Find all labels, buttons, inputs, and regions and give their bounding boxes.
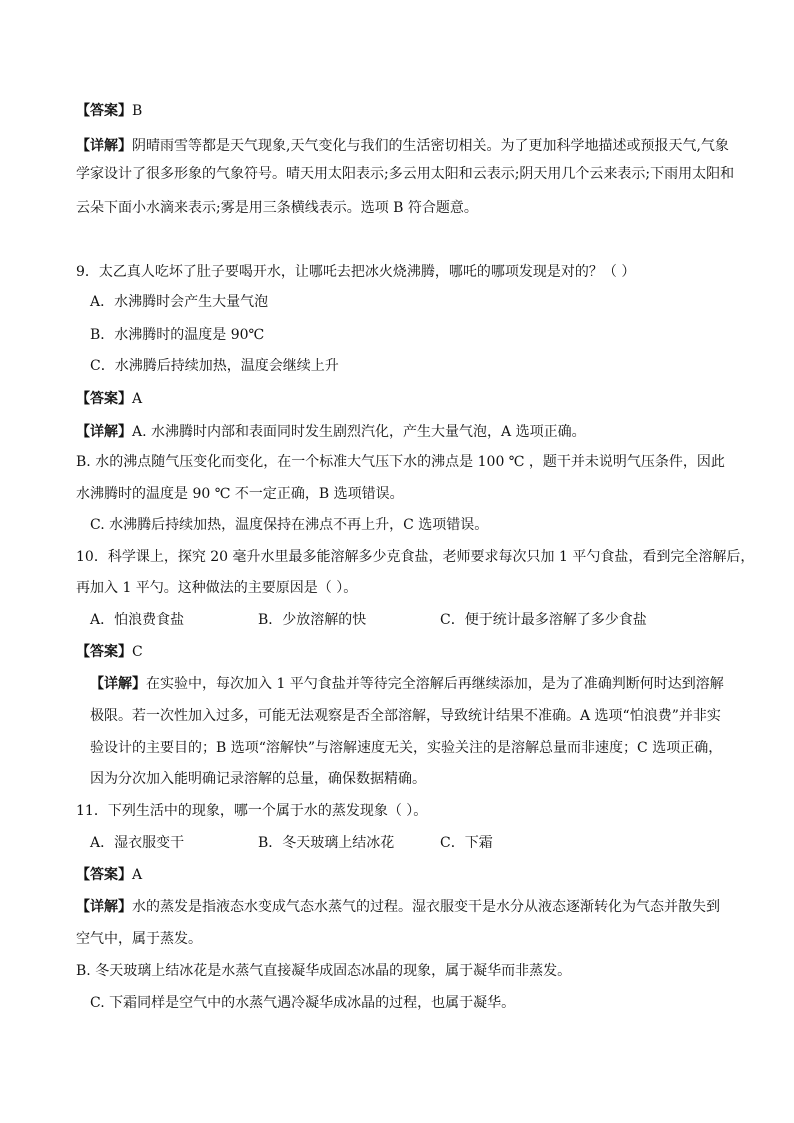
answer-line-10 (76, 642, 143, 662)
detail-label: 【详解】 (76, 424, 132, 440)
detail-label: 【详解】 (76, 138, 132, 154)
detail-label: 【详解】 (90, 676, 146, 692)
detail-line: C. 下霜同样是空气中的水蒸气遇冷凝华成冰晶的过程，也属于凝华。 (90, 995, 516, 1011)
detail-text: 阴晴雨雪等都是天气现象,天气变化与我们的生活密切相关。为了更加科学地描述或预报天气,气象 (132, 138, 729, 154)
detail-line (76, 897, 720, 917)
answer-value: A (132, 391, 143, 407)
detail-line: B. 冬天玻璃上结冰花是水蒸气直接凝华成固态冰晶的现象，属于凝华而非蒸发。 (76, 963, 572, 979)
detail-line: C. 水沸腾后持续加热，温度保持在沸点不再上升，C 选项错误。 (90, 517, 489, 533)
option-b: B．水沸腾时的温度是 90℃ (90, 327, 265, 343)
answer-value: B (132, 103, 143, 119)
detail-line: 学家设计了很多形象的气象符号。晴天用太阳表示;多云用太阳和云表示;阴天用几个云来表示;下雨用太阳和 (76, 166, 735, 182)
option-a: A．怕浪费食盐 (90, 612, 185, 628)
detail-text: A. 水沸腾时内部和表面同时发生剧烈汽化，产生大量气泡，A 选项正确。 (132, 424, 586, 440)
option-c: C．便于统计最多溶解了多少食盐 (440, 612, 647, 628)
option-c: C．下霜 (440, 835, 493, 851)
detail-label: 【详解】 (76, 899, 132, 915)
detail-line: 云朵下面小水滴来表示;雾是用三条横线表示。选项 B 符合题意。 (76, 200, 478, 216)
detail-line: 水沸腾时的温度是 90 ℃ 不一定正确，B 选项错误。 (76, 486, 404, 502)
option-a: A．水沸腾时会产生大量气泡 (90, 294, 269, 310)
detail-line (76, 422, 586, 442)
detail-text: 水的蒸发是指液态水变成气态水蒸气的过程。湿衣服变干是水分从液态逐渐转化为气态并散失到 (132, 899, 720, 915)
detail-line: 极限。若一次性加入过多，可能无法观察是否全部溶解，导致统计结果不准确。A 选项“怕浪费”并非实 (90, 708, 721, 724)
detail-line: 因为分次加入能明确记录溶解的总量，确保数据精确。 (90, 771, 426, 787)
answer-value: C (132, 644, 143, 660)
detail-line: 验设计的主要目的；B 选项“溶解快”与溶解速度无关，实验关注的是溶解总量而非速度；C 选项正确， (90, 740, 723, 756)
option-c: C．水沸腾后持续加热，温度会继续上升 (90, 358, 339, 374)
answer-label: 【答案】 (76, 867, 132, 883)
answer-label: 【答案】 (76, 644, 132, 660)
answer-line-11 (76, 865, 142, 885)
detail-text: 在实验中，每次加入 1 平勺食盐并等待完全溶解后再继续添加，是为了准确判断何时达到溶解 (146, 676, 724, 692)
question-stem-10: 再加入 1 平勺。这种做法的主要原因是（ ）。 (76, 580, 358, 596)
detail-line (76, 136, 729, 156)
option-a: A．湿衣服变干 (90, 835, 185, 851)
answer-line-9 (76, 389, 142, 409)
detail-line: 空气中，属于蒸发。 (76, 931, 202, 947)
answer-line-8 (76, 101, 142, 121)
option-b: B．冬天玻璃上结冰花 (258, 835, 395, 851)
question-stem-11: 11．下列生活中的现象，哪一个属于水的蒸发现象（ ）。 (76, 803, 428, 819)
question-stem-10: 10．科学课上，探究 20 毫升水里最多能溶解多少克食盐，老师要求每次只加 1 平勺食盐，看到完全溶解后， (76, 549, 755, 565)
detail-line (90, 674, 724, 694)
answer-label: 【答案】 (76, 103, 132, 119)
answer-label: 【答案】 (76, 391, 132, 407)
option-b: B．少放溶解的快 (258, 612, 367, 628)
question-stem-9: 9．太乙真人吃坏了肚子要喝开水，让哪吒去把冰火烧沸腾，哪吒的哪项发现是对的？（ ） (76, 264, 636, 280)
answer-value: A (132, 867, 143, 883)
detail-line: B. 水的沸点随气压变化而变化，在一个标准大气压下水的沸点是 100 ℃ ，题干并未说明气压条件，因此 (76, 454, 725, 470)
